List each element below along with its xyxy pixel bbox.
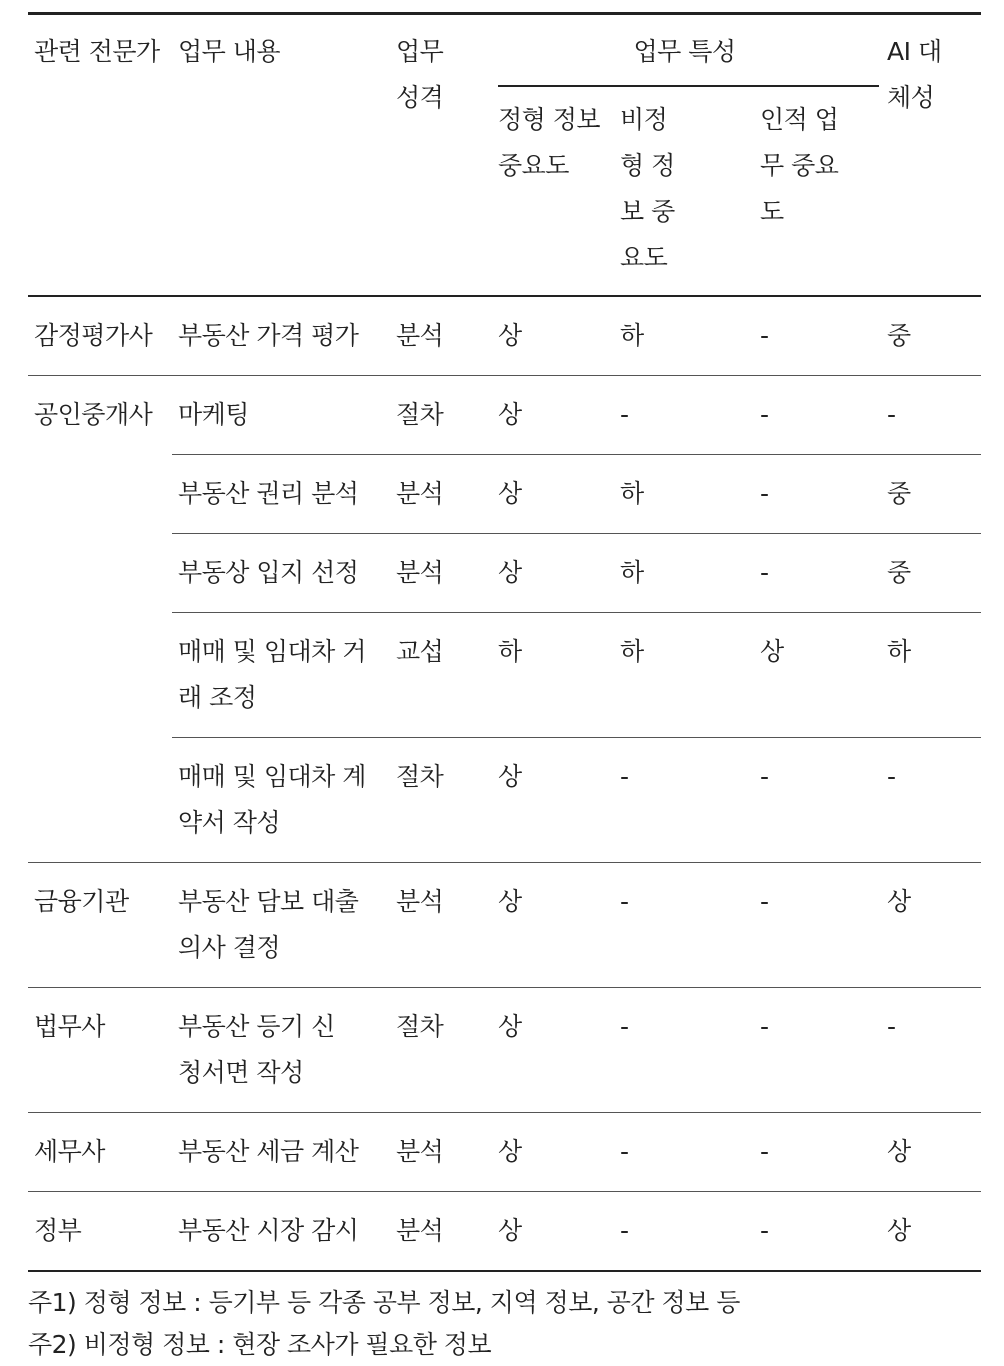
cell-ai: 상 xyxy=(879,863,981,988)
header-task: 업무 내용 xyxy=(172,14,396,297)
cell-human: - xyxy=(752,534,879,613)
cell-nature: 분석 xyxy=(396,1192,490,1272)
cell-task: 부동산 권리 분석 xyxy=(172,455,396,534)
cell-nature: 교섭 xyxy=(396,613,490,738)
cell-ai: 상 xyxy=(879,1113,981,1192)
cell-human: - xyxy=(752,738,879,863)
cell-unstructured: - xyxy=(620,738,752,863)
header-group: 업무 특성 xyxy=(490,14,879,88)
cell-nature: 분석 xyxy=(396,455,490,534)
header-expert: 관련 전문가 xyxy=(28,14,172,297)
table-header xyxy=(28,14,981,297)
footnote-unstructured: 주2) 비정형 정보 : 현장 조사가 필요한 정보 xyxy=(28,1330,492,1359)
cell-structured: 상 xyxy=(490,455,620,534)
table-notes xyxy=(28,1282,981,1366)
header-nature: 업무 성격 xyxy=(396,14,490,297)
cell-structured: 상 xyxy=(490,738,620,863)
header-human: 인적 업무 중요도 xyxy=(752,87,879,296)
task-characteristics-table xyxy=(28,12,981,1272)
cell-task: 부동산 등기 신청서면 작성 xyxy=(172,988,396,1113)
cell-task: 부동상 입지 선정 xyxy=(172,534,396,613)
cell-human: - xyxy=(752,1192,879,1272)
table-row xyxy=(28,1192,981,1272)
cell-task: 부동산 가격 평가 xyxy=(172,296,396,376)
cell-structured: 상 xyxy=(490,863,620,988)
footnote-structured: 주1) 정형 정보 : 등기부 등 각종 공부 정보, 지역 정보, 공간 정보 등 xyxy=(28,1288,740,1317)
table-row xyxy=(28,863,981,988)
cell-structured: 상 xyxy=(490,988,620,1113)
header-structured: 정형 정보 중요도 xyxy=(490,87,620,296)
cell-unstructured: - xyxy=(620,988,752,1113)
cell-nature: 절차 xyxy=(396,376,490,455)
cell-task: 매매 및 임대차 거래 조정 xyxy=(172,613,396,738)
table-row xyxy=(28,376,981,455)
cell-ai: 상 xyxy=(879,1192,981,1272)
cell-structured: 상 xyxy=(490,376,620,455)
cell-expert: 감정평가사 xyxy=(28,296,172,376)
cell-human: - xyxy=(752,296,879,376)
cell-unstructured: 하 xyxy=(620,534,752,613)
cell-ai: - xyxy=(879,376,981,455)
cell-task: 매매 및 임대차 계약서 작성 xyxy=(172,738,396,863)
table-row xyxy=(28,296,981,376)
cell-structured: 상 xyxy=(490,1192,620,1272)
cell-structured: 하 xyxy=(490,613,620,738)
table-row xyxy=(28,1113,981,1192)
cell-structured: 상 xyxy=(490,296,620,376)
cell-task: 부동산 시장 감시 xyxy=(172,1192,396,1272)
cell-expert: 세무사 xyxy=(28,1113,172,1192)
cell-human: - xyxy=(752,1113,879,1192)
cell-expert: 정부 xyxy=(28,1192,172,1272)
table-body xyxy=(28,296,981,1271)
cell-ai: 중 xyxy=(879,455,981,534)
cell-expert: 공인중개사 xyxy=(28,376,172,863)
cell-human: - xyxy=(752,863,879,988)
cell-nature: 절차 xyxy=(396,988,490,1113)
cell-ai: 중 xyxy=(879,296,981,376)
cell-nature: 분석 xyxy=(396,1113,490,1192)
cell-ai: - xyxy=(879,738,981,863)
cell-structured: 상 xyxy=(490,534,620,613)
cell-nature: 분석 xyxy=(396,863,490,988)
cell-unstructured: - xyxy=(620,376,752,455)
cell-task: 부동산 세금 계산 xyxy=(172,1113,396,1192)
cell-unstructured: 하 xyxy=(620,613,752,738)
cell-human: - xyxy=(752,376,879,455)
document-body xyxy=(28,12,981,1366)
cell-ai: 하 xyxy=(879,613,981,738)
table-row xyxy=(28,988,981,1113)
cell-unstructured: - xyxy=(620,863,752,988)
cell-human: - xyxy=(752,988,879,1113)
cell-unstructured: - xyxy=(620,1113,752,1192)
cell-task: 부동산 담보 대출 의사 결정 xyxy=(172,863,396,988)
cell-human: 상 xyxy=(752,613,879,738)
cell-unstructured: 하 xyxy=(620,296,752,376)
header-unstructured: 비정형 정보 중요도 xyxy=(620,87,752,296)
cell-task: 마케팅 xyxy=(172,376,396,455)
cell-unstructured: 하 xyxy=(620,455,752,534)
cell-ai: 중 xyxy=(879,534,981,613)
cell-structured: 상 xyxy=(490,1113,620,1192)
cell-nature: 절차 xyxy=(396,738,490,863)
cell-expert: 금융기관 xyxy=(28,863,172,988)
cell-unstructured: - xyxy=(620,1192,752,1272)
cell-nature: 분석 xyxy=(396,296,490,376)
cell-ai: - xyxy=(879,988,981,1113)
cell-nature: 분석 xyxy=(396,534,490,613)
cell-human: - xyxy=(752,455,879,534)
header-ai: AI 대체성 xyxy=(879,14,981,297)
cell-expert: 법무사 xyxy=(28,988,172,1113)
